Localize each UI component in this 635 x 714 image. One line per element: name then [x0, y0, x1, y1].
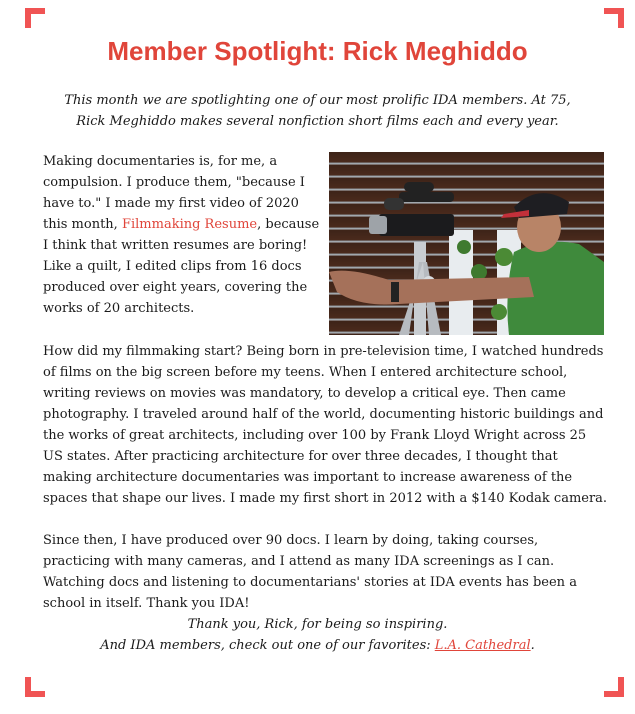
intro-text: This month we are spotlighting one of our most prolific IDA members. At 75, Rick Meghiddo makes several nonfiction short films each and every year.	[64, 93, 571, 129]
closing-line-2-end: .	[530, 638, 535, 653]
member-photo	[329, 152, 604, 335]
la-cathedral-link[interactable]: L.A. Cathedral	[434, 638, 531, 653]
paragraph-1-text-b: , because I think that written resumes are boring! Like a quilt, I edited clips from 16 docs produced over eight years, covering the works of 20 architects.	[43, 217, 320, 316]
page-title: Member Spotlight: Rick Meghiddo	[107, 36, 528, 66]
closing-text	[40, 614, 595, 656]
corner-bracket-bottom-left	[25, 677, 45, 697]
paragraph-3: Since then, I have produced over 90 docs. I learn by doing, taking courses, practicing with many cameras, and I attend as many IDA screenings as I can. Watching docs and listening to documentarians' stories at IDA events has been a school in itself. Thank you IDA!	[43, 533, 577, 611]
closing-line-2-text: And IDA members, check out one of our favorites:	[100, 638, 435, 653]
corner-bracket-bottom-right	[604, 677, 624, 697]
photo-illustration	[329, 152, 604, 335]
paragraph-1-text-a: Making documentaries is, for me, a compulsion. I produce them, "because I have to." I made my first video of 2020 this month,	[43, 154, 305, 232]
paragraph-2: How did my filmmaking start? Being born in pre-television time, I watched hundreds of films on the big screen before my teens. When I entered architecture school, writing reviews on movies was mandatory, to develop a critical eye. Then came photography. I traveled around half of the world, documenting historic buildings and the works of great architects, including over 100 by Frank Lloyd Wright across 25 US states. After practicing architecture for over three decades, I thought that making architecture documentaries was important to increase awareness of the spaces that shape our lives. I made my first short in 2012 with a $140 Kodak camera.	[43, 344, 608, 506]
paragraph-1	[43, 151, 323, 319]
filmmaking-resume-link[interactable]: Filmmaking Resume	[121, 217, 258, 232]
closing-line-1: Thank you, Rick, for being so inspiring.	[187, 617, 448, 632]
corner-bracket-top-right	[604, 8, 624, 28]
corner-bracket-top-left	[25, 8, 45, 28]
